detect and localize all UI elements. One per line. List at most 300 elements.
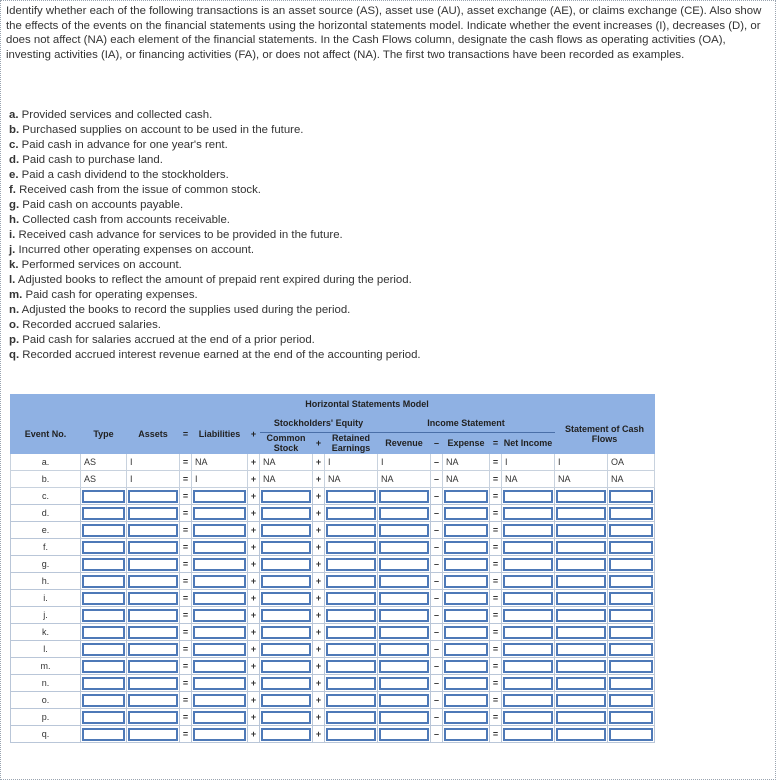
- event-no: j.: [11, 607, 81, 624]
- liabilities-input[interactable]: [193, 711, 246, 724]
- type-input[interactable]: [82, 643, 125, 656]
- transaction-text: Recorded accrued interest revenue earned at the end of the accounting period.: [22, 349, 421, 361]
- common-stock: [260, 726, 313, 743]
- cash-amount: [555, 539, 608, 556]
- cash-activity-input[interactable]: [609, 592, 653, 605]
- revenue-input[interactable]: [379, 490, 429, 503]
- operator-plus: +: [313, 471, 325, 488]
- common-stock: [260, 624, 313, 641]
- net-income-input[interactable]: [503, 677, 553, 690]
- liabilities: [192, 590, 248, 607]
- net-income-input[interactable]: [503, 592, 553, 605]
- expense: [443, 522, 490, 539]
- net-income-input[interactable]: [503, 711, 553, 724]
- assets-input[interactable]: [128, 541, 178, 554]
- revenue-input[interactable]: [379, 626, 429, 639]
- revenue-input[interactable]: [379, 592, 429, 605]
- revenue-input[interactable]: [379, 524, 429, 537]
- retained-earnings-cell: NA: [325, 471, 378, 488]
- net-income-input[interactable]: [503, 643, 553, 656]
- type-input[interactable]: [82, 728, 125, 741]
- common-stock-input[interactable]: [261, 677, 311, 690]
- net-income-input[interactable]: [503, 626, 553, 639]
- cash-activity-input[interactable]: [609, 660, 653, 673]
- assets: [127, 573, 180, 590]
- revenue: [378, 709, 431, 726]
- operator-eq: =: [490, 658, 502, 675]
- retained-earnings: [325, 573, 378, 590]
- operator-eq: =: [490, 590, 502, 607]
- operator-eq: =: [490, 488, 502, 505]
- operator-eq: =: [180, 522, 192, 539]
- revenue-input[interactable]: [379, 609, 429, 622]
- type-input[interactable]: [82, 575, 125, 588]
- liabilities-input[interactable]: [193, 575, 246, 588]
- type-input[interactable]: [82, 541, 125, 554]
- retained-earnings-input[interactable]: [326, 694, 376, 707]
- cash-activity-input[interactable]: [609, 711, 653, 724]
- retained-earnings-input[interactable]: [326, 677, 376, 690]
- type-input[interactable]: [82, 558, 125, 571]
- assets: [127, 675, 180, 692]
- transaction-item: [9, 108, 421, 123]
- transaction-item: [9, 273, 421, 288]
- expense: [443, 607, 490, 624]
- assets-input[interactable]: [128, 490, 178, 503]
- cash-activity: [608, 692, 655, 709]
- operator-plus: +: [248, 692, 260, 709]
- common-stock-input[interactable]: [261, 507, 311, 520]
- expense: [443, 573, 490, 590]
- cash-amount-input[interactable]: [556, 592, 606, 605]
- common-stock-input[interactable]: [261, 660, 311, 673]
- expense-input[interactable]: [444, 711, 488, 724]
- transaction-item: [9, 348, 421, 363]
- revenue: [378, 641, 431, 658]
- operator-eq: =: [180, 539, 192, 556]
- type: [81, 607, 127, 624]
- revenue-input[interactable]: [379, 507, 429, 520]
- operator-eq: =: [180, 607, 192, 624]
- cash-activity-input[interactable]: [609, 541, 653, 554]
- net-income: [502, 556, 555, 573]
- expense-input[interactable]: [444, 575, 488, 588]
- type-input[interactable]: [82, 660, 125, 673]
- cash-activity: [608, 675, 655, 692]
- operator-plus: +: [248, 607, 260, 624]
- cash-activity: [608, 505, 655, 522]
- cash-activity-input[interactable]: [609, 490, 653, 503]
- operator-plus: +: [313, 607, 325, 624]
- type-input[interactable]: [82, 592, 125, 605]
- type-input[interactable]: [82, 490, 125, 503]
- net-income-input[interactable]: [503, 728, 553, 741]
- net-income-input[interactable]: [503, 694, 553, 707]
- cash-amount-input[interactable]: [556, 490, 606, 503]
- revenue-cell: NA: [378, 471, 431, 488]
- input-row: [11, 709, 655, 726]
- header-equals: =: [180, 414, 192, 454]
- liabilities: [192, 692, 248, 709]
- assets-input[interactable]: [128, 507, 178, 520]
- retained-earnings: [325, 556, 378, 573]
- common-stock-input[interactable]: [261, 592, 311, 605]
- common-stock: [260, 641, 313, 658]
- transaction-letter: m.: [9, 289, 23, 301]
- operator-eq: =: [180, 624, 192, 641]
- transaction-item: [9, 228, 421, 243]
- liabilities-input[interactable]: [193, 626, 246, 639]
- common-stock-input[interactable]: [261, 694, 311, 707]
- revenue-input[interactable]: [379, 575, 429, 588]
- operator-plus: +: [248, 505, 260, 522]
- common-stock-input[interactable]: [261, 626, 311, 639]
- net-income: [502, 505, 555, 522]
- transaction-letter: j.: [9, 244, 16, 256]
- type-cell: AS: [81, 471, 127, 488]
- assets-input[interactable]: [128, 694, 178, 707]
- operator-eq: =: [490, 641, 502, 658]
- type-input[interactable]: [82, 626, 125, 639]
- cash-amount-input[interactable]: [556, 524, 606, 537]
- liabilities: [192, 539, 248, 556]
- cash-activity-input[interactable]: [609, 575, 653, 588]
- cash-activity-input[interactable]: [609, 626, 653, 639]
- assets: [127, 539, 180, 556]
- event-no: d.: [11, 505, 81, 522]
- type-input[interactable]: [82, 711, 125, 724]
- type-input[interactable]: [82, 694, 125, 707]
- expense-input[interactable]: [444, 592, 488, 605]
- assets-input[interactable]: [128, 592, 178, 605]
- cash-activity-input[interactable]: [609, 694, 653, 707]
- common-stock-input[interactable]: [261, 728, 311, 741]
- type-input[interactable]: [82, 507, 125, 520]
- net-income-input[interactable]: [503, 660, 553, 673]
- operator-plus: +: [248, 573, 260, 590]
- retained-earnings-input[interactable]: [326, 558, 376, 571]
- event-no: f.: [11, 539, 81, 556]
- net-income-input[interactable]: [503, 609, 553, 622]
- type: [81, 692, 127, 709]
- input-row: [11, 675, 655, 692]
- operator-minus: –: [431, 726, 443, 743]
- revenue-input[interactable]: [379, 541, 429, 554]
- cash-activity: [608, 590, 655, 607]
- net-income: [502, 522, 555, 539]
- expense-input[interactable]: [444, 609, 488, 622]
- header-retained-earnings: Retained Earnings: [325, 433, 378, 454]
- transaction-text: Provided services and collected cash.: [21, 109, 213, 121]
- common-stock-input[interactable]: [261, 609, 311, 622]
- retained-earnings-input[interactable]: [326, 592, 376, 605]
- revenue: [378, 488, 431, 505]
- common-stock: [260, 505, 313, 522]
- cash-activity-input[interactable]: [609, 558, 653, 571]
- expense-input[interactable]: [444, 524, 488, 537]
- common-stock: [260, 573, 313, 590]
- retained-earnings: [325, 726, 378, 743]
- liabilities: [192, 675, 248, 692]
- liabilities-input[interactable]: [193, 694, 246, 707]
- operator-minus: –: [431, 522, 443, 539]
- revenue-input[interactable]: [379, 711, 429, 724]
- liabilities-input[interactable]: [193, 490, 246, 503]
- common-stock-input[interactable]: [261, 643, 311, 656]
- retained-earnings-input[interactable]: [326, 524, 376, 537]
- assets-input[interactable]: [128, 575, 178, 588]
- type-input[interactable]: [82, 524, 125, 537]
- event-no: e.: [11, 522, 81, 539]
- assets-input[interactable]: [128, 558, 178, 571]
- liabilities-input[interactable]: [193, 507, 246, 520]
- cash-amount-cell: I: [555, 454, 608, 471]
- type: [81, 726, 127, 743]
- cash-amount-input[interactable]: [556, 558, 606, 571]
- retained-earnings-input[interactable]: [326, 490, 376, 503]
- type: [81, 556, 127, 573]
- input-row: [11, 692, 655, 709]
- retained-earnings-input[interactable]: [326, 507, 376, 520]
- type: [81, 675, 127, 692]
- common-stock: [260, 556, 313, 573]
- assets: [127, 522, 180, 539]
- net-income-input[interactable]: [503, 490, 553, 503]
- net-income-input[interactable]: [503, 541, 553, 554]
- cash-amount-input[interactable]: [556, 643, 606, 656]
- common-stock: [260, 692, 313, 709]
- cash-amount-input[interactable]: [556, 660, 606, 673]
- header-minus: –: [431, 433, 443, 454]
- liabilities-cell: I: [192, 471, 248, 488]
- operator-plus: +: [248, 658, 260, 675]
- operator-eq: =: [180, 641, 192, 658]
- revenue-input[interactable]: [379, 677, 429, 690]
- cash-amount-input[interactable]: [556, 541, 606, 554]
- cash-amount-cell: NA: [555, 471, 608, 488]
- operator-eq: =: [180, 471, 192, 488]
- retained-earnings: [325, 522, 378, 539]
- expense: [443, 590, 490, 607]
- cash-amount-input[interactable]: [556, 711, 606, 724]
- liabilities-input[interactable]: [193, 592, 246, 605]
- liabilities-input[interactable]: [193, 558, 246, 571]
- cash-amount-input[interactable]: [556, 677, 606, 690]
- common-stock-input[interactable]: [261, 490, 311, 503]
- type: [81, 624, 127, 641]
- expense-cell: NA: [443, 471, 490, 488]
- common-stock-input[interactable]: [261, 524, 311, 537]
- retained-earnings-input[interactable]: [326, 711, 376, 724]
- cash-activity-input[interactable]: [609, 677, 653, 690]
- common-stock-cell: NA: [260, 454, 313, 471]
- transaction-letter: p.: [9, 334, 20, 346]
- cash-activity: [608, 556, 655, 573]
- operator-minus: –: [431, 590, 443, 607]
- operator-eq: =: [180, 556, 192, 573]
- cash-amount-input[interactable]: [556, 728, 606, 741]
- retained-earnings-input[interactable]: [326, 728, 376, 741]
- horizontal-statements-model-table: [10, 394, 655, 743]
- cash-amount-input[interactable]: [556, 575, 606, 588]
- cash-amount: [555, 556, 608, 573]
- expense-input[interactable]: [444, 643, 488, 656]
- expense: [443, 556, 490, 573]
- assets-input[interactable]: [128, 609, 178, 622]
- liabilities-input[interactable]: [193, 728, 246, 741]
- operator-plus: +: [248, 624, 260, 641]
- common-stock-input[interactable]: [261, 575, 311, 588]
- assets-input[interactable]: [128, 524, 178, 537]
- operator-minus: –: [431, 454, 443, 471]
- event-no: c.: [11, 488, 81, 505]
- type-input[interactable]: [82, 609, 125, 622]
- assets-input[interactable]: [128, 711, 178, 724]
- expense-input[interactable]: [444, 660, 488, 673]
- liabilities: [192, 658, 248, 675]
- operator-eq: =: [490, 675, 502, 692]
- cash-amount-input[interactable]: [556, 609, 606, 622]
- operator-eq: =: [490, 607, 502, 624]
- example-row: [11, 471, 655, 488]
- transaction-letter: n.: [9, 304, 20, 316]
- liabilities: [192, 573, 248, 590]
- expense-input[interactable]: [444, 677, 488, 690]
- common-stock: [260, 522, 313, 539]
- operator-eq: =: [490, 471, 502, 488]
- operator-minus: –: [431, 624, 443, 641]
- expense-input[interactable]: [444, 728, 488, 741]
- cash-amount-input[interactable]: [556, 507, 606, 520]
- retained-earnings-input[interactable]: [326, 609, 376, 622]
- operator-minus: –: [431, 488, 443, 505]
- event-no: k.: [11, 624, 81, 641]
- net-income-input[interactable]: [503, 524, 553, 537]
- header-stockholders-equity: Stockholders' Equity: [260, 414, 378, 433]
- cash-amount: [555, 709, 608, 726]
- net-income-input[interactable]: [503, 558, 553, 571]
- cash-activity: [608, 488, 655, 505]
- cash-amount-input[interactable]: [556, 626, 606, 639]
- operator-eq: =: [180, 692, 192, 709]
- net-income: [502, 624, 555, 641]
- common-stock: [260, 539, 313, 556]
- operator-plus: +: [248, 471, 260, 488]
- common-stock: [260, 675, 313, 692]
- transaction-letter: g.: [9, 199, 20, 211]
- assets-input[interactable]: [128, 626, 178, 639]
- liabilities-input[interactable]: [193, 660, 246, 673]
- transaction-text: Paid cash on accounts payable.: [22, 199, 184, 211]
- liabilities: [192, 641, 248, 658]
- net-income-input[interactable]: [503, 507, 553, 520]
- liabilities-input[interactable]: [193, 541, 246, 554]
- net-income: [502, 488, 555, 505]
- transaction-text: Adjusted books to reflect the amount of prepaid rent expired during the period.: [17, 274, 412, 286]
- liabilities-input[interactable]: [193, 524, 246, 537]
- revenue: [378, 726, 431, 743]
- assets-input[interactable]: [128, 643, 178, 656]
- common-stock: [260, 488, 313, 505]
- assets-input[interactable]: [128, 660, 178, 673]
- transaction-item: [9, 213, 421, 228]
- expense-input[interactable]: [444, 490, 488, 503]
- revenue-input[interactable]: [379, 643, 429, 656]
- type: [81, 505, 127, 522]
- operator-minus: –: [431, 573, 443, 590]
- transaction-letter: o.: [9, 319, 20, 331]
- cash-amount-input[interactable]: [556, 694, 606, 707]
- type: [81, 573, 127, 590]
- net-income-cell: I: [502, 454, 555, 471]
- expense-input[interactable]: [444, 694, 488, 707]
- operator-plus: +: [313, 573, 325, 590]
- expense: [443, 539, 490, 556]
- common-stock-input[interactable]: [261, 711, 311, 724]
- table-title: Horizontal Statements Model: [180, 395, 555, 414]
- cash-activity-input[interactable]: [609, 609, 653, 622]
- type: [81, 641, 127, 658]
- revenue-input[interactable]: [379, 558, 429, 571]
- retained-earnings-input[interactable]: [326, 541, 376, 554]
- cash-activity: [608, 539, 655, 556]
- common-stock-input[interactable]: [261, 541, 311, 554]
- revenue: [378, 607, 431, 624]
- revenue-input[interactable]: [379, 728, 429, 741]
- cash-activity-input[interactable]: [609, 507, 653, 520]
- revenue-cell: I: [378, 454, 431, 471]
- cash-activity-input[interactable]: [609, 728, 653, 741]
- transaction-letter: l.: [9, 274, 16, 286]
- cash-activity-input[interactable]: [609, 524, 653, 537]
- expense-input[interactable]: [444, 558, 488, 571]
- liabilities-input[interactable]: [193, 643, 246, 656]
- retained-earnings-input[interactable]: [326, 626, 376, 639]
- retained-earnings-input[interactable]: [326, 575, 376, 588]
- event-no: h.: [11, 573, 81, 590]
- revenue-input[interactable]: [379, 660, 429, 673]
- net-income-input[interactable]: [503, 575, 553, 588]
- operator-plus: +: [313, 692, 325, 709]
- expense-input[interactable]: [444, 507, 488, 520]
- cash-activity: [608, 624, 655, 641]
- expense: [443, 658, 490, 675]
- retained-earnings-input[interactable]: [326, 660, 376, 673]
- revenue: [378, 556, 431, 573]
- transaction-item: [9, 288, 421, 303]
- liabilities-input[interactable]: [193, 609, 246, 622]
- assets: [127, 488, 180, 505]
- retained-earnings-input[interactable]: [326, 643, 376, 656]
- transaction-item: [9, 168, 421, 183]
- expense: [443, 505, 490, 522]
- revenue-input[interactable]: [379, 694, 429, 707]
- type-input[interactable]: [82, 677, 125, 690]
- operator-eq: =: [490, 522, 502, 539]
- expense-input[interactable]: [444, 541, 488, 554]
- expense: [443, 675, 490, 692]
- cash-activity-input[interactable]: [609, 643, 653, 656]
- assets-input[interactable]: [128, 728, 178, 741]
- transaction-letter: a.: [9, 109, 19, 121]
- common-stock-input[interactable]: [261, 558, 311, 571]
- expense-input[interactable]: [444, 626, 488, 639]
- event-no: g.: [11, 556, 81, 573]
- net-income: [502, 539, 555, 556]
- liabilities-input[interactable]: [193, 677, 246, 690]
- net-income: [502, 641, 555, 658]
- assets-input[interactable]: [128, 677, 178, 690]
